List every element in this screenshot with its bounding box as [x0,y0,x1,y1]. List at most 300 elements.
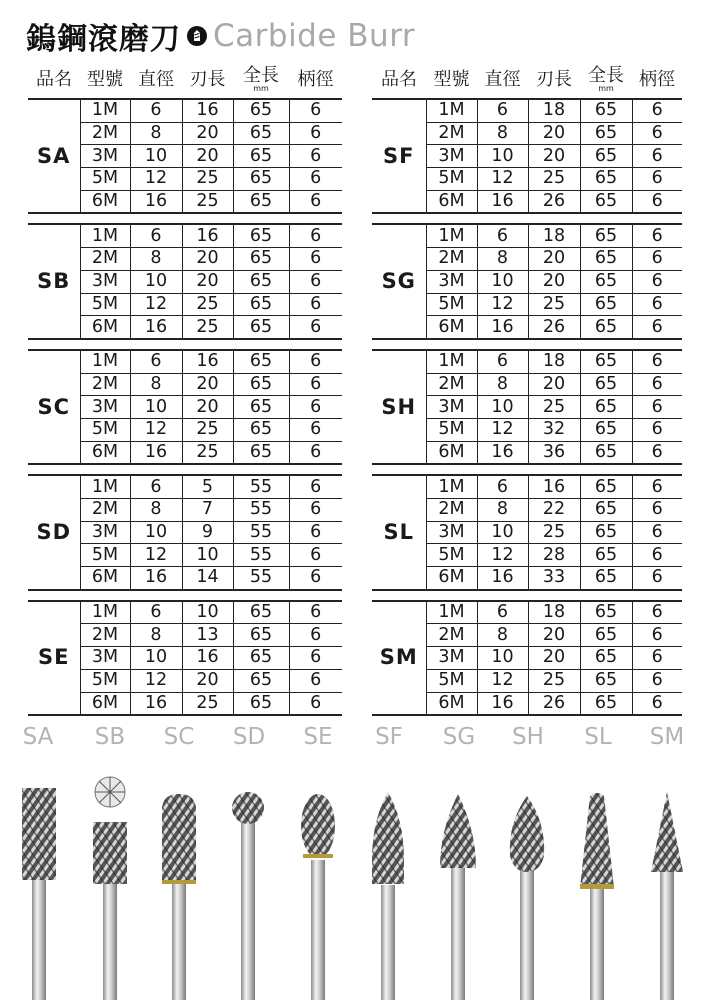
table-cell: 6 [632,168,682,191]
table-cell: 25 [182,190,233,213]
table-cell: 25 [182,168,233,191]
table-cell: 65 [233,248,289,271]
table-cell: 6 [477,224,528,247]
table-cell: 2M [426,624,477,647]
table-cell: 16 [182,99,233,122]
table-cell: 6 [289,647,342,670]
burr-sc-icon [162,794,196,1000]
table-cell: 65 [233,669,289,692]
group-separator [372,464,682,475]
table-cell: 16 [182,350,233,373]
table-cell: 25 [182,441,233,464]
table-cell: 65 [580,601,632,624]
table-cell: 65 [580,624,632,647]
table-cell: 25 [182,316,233,339]
table-cell: 6 [289,418,342,441]
table-cell: 1M [426,224,477,247]
table-cell: 1M [426,475,477,498]
burr-sd-icon [232,792,264,1000]
table-cell: 65 [580,396,632,419]
table-cell: 18 [528,224,580,247]
header-model: 型號 [80,62,130,99]
table-cell: 6 [289,373,342,396]
table-cell: 16 [477,692,528,715]
table-cell: 20 [528,270,580,293]
table-cell: 6 [130,350,182,373]
table-cell: 12 [130,293,182,316]
group-separator [372,590,682,601]
table-row [372,601,682,624]
table-cell: 9 [182,521,233,544]
table-cell: 3M [80,145,130,168]
table-cell: 10 [477,647,528,670]
table-cell: 2M [426,122,477,145]
table-cell: 6 [289,499,342,522]
table-cell: 65 [233,624,289,647]
burr-se-icon [301,794,335,1000]
table-cell: 65 [233,190,289,213]
burr-sl-icon [580,793,614,1000]
group-separator [372,339,682,350]
header-total-length-unit: mm [253,83,269,93]
table-cell: 6 [632,145,682,168]
burr-sh-icon [510,796,544,1000]
table-cell: 18 [528,350,580,373]
table-cell: 25 [528,293,580,316]
table-header-row [28,62,342,99]
header-diameter: 直徑 [130,62,182,99]
table-cell: 16 [130,190,182,213]
table-cell: 25 [528,396,580,419]
burr-sm-icon [651,792,683,1000]
table-cell: 65 [580,145,632,168]
burr-label: SC [163,724,195,750]
table-cell: 6 [632,270,682,293]
table-cell: 6 [477,350,528,373]
table-cell: 8 [477,499,528,522]
header-total-length-unit: mm [598,83,614,93]
table-cell: 65 [233,396,289,419]
table-cell: 65 [580,373,632,396]
table-cell: 6 [632,624,682,647]
group-separator [28,464,342,475]
table-cell: 13 [182,624,233,647]
table-cell: 5 [182,475,233,498]
table-cell: 2M [80,373,130,396]
header-total-length [580,62,632,99]
table-cell: 20 [182,270,233,293]
group-name-cell: SM [372,601,426,715]
table-cell: 6 [289,99,342,122]
table-cell: 5M [426,544,477,567]
table-cell: 1M [426,350,477,373]
table-cell: 6M [80,316,130,339]
table-cell: 65 [580,647,632,670]
table-row [28,224,342,247]
table-cell: 33 [528,567,580,590]
table-cell: 6M [80,441,130,464]
table-cell: 65 [233,293,289,316]
table-cell: 10 [182,601,233,624]
table-cell: 65 [233,418,289,441]
table-cell: 5M [426,168,477,191]
burr-label: SB [94,724,126,750]
table-cell: 6 [632,248,682,271]
table-cell: 6 [632,499,682,522]
table-cell: 10 [477,270,528,293]
table-cell: 6 [632,692,682,715]
table-cell: 55 [233,475,289,498]
table-cell: 12 [477,418,528,441]
table-cell: 16 [130,692,182,715]
table-cell: 6 [632,441,682,464]
table-cell: 65 [580,418,632,441]
table-cell: 6 [632,350,682,373]
burr-sf-icon [372,792,404,1000]
table-cell: 65 [580,544,632,567]
table-cell: 8 [477,624,528,647]
group-name-cell: SL [372,475,426,589]
table-cell: 65 [233,692,289,715]
table-cell: 6 [632,99,682,122]
table-cell: 6 [632,647,682,670]
burr-sa-icon [22,788,56,1000]
table-cell: 1M [426,601,477,624]
burr-label: SE [303,724,333,750]
table-row [372,350,682,373]
table-cell: 6 [130,224,182,247]
table-cell: 6 [289,692,342,715]
table-cell: 6 [632,521,682,544]
burr-labels [0,724,706,754]
table-cell: 1M [80,601,130,624]
table-cell: 6 [632,316,682,339]
table-cell: 3M [80,521,130,544]
table-cell: 2M [80,248,130,271]
burr-label: SF [375,724,403,750]
table-cell: 65 [233,601,289,624]
table-cell: 6 [632,396,682,419]
table-cell: 10 [130,145,182,168]
table-cell: 6 [289,190,342,213]
table-row [372,224,682,247]
table-cell: 65 [233,441,289,464]
table-cell: 16 [130,316,182,339]
table-cell: 65 [233,373,289,396]
table-cell: 6M [426,316,477,339]
table-cell: 8 [477,373,528,396]
separator-cell [28,213,342,224]
table-cell: 5M [80,418,130,441]
table-cell: 6 [289,316,342,339]
table-cell: 6 [477,601,528,624]
table-cell: 10 [477,521,528,544]
title-chinese: 鎢鋼滾磨刀 [26,22,181,57]
table-cell: 6 [632,418,682,441]
group-name-cell: SD [28,475,80,589]
table-cell: 22 [528,499,580,522]
table-cell: 18 [528,99,580,122]
header-total-length [233,62,289,99]
table-cell: 65 [580,692,632,715]
table-cell: 1M [80,350,130,373]
table-cell: 16 [130,441,182,464]
group-separator [28,339,342,350]
table-cell: 6 [632,293,682,316]
table-cell: 8 [477,122,528,145]
table-cell: 6 [632,373,682,396]
table-cell: 12 [477,669,528,692]
table-cell: 8 [130,624,182,647]
table-cell: 1M [80,224,130,247]
separator-cell [28,339,342,350]
table-cell: 6 [632,224,682,247]
table-cell: 65 [580,567,632,590]
table-cell: 6 [130,99,182,122]
table-cell: 6 [632,190,682,213]
table-cell: 20 [182,669,233,692]
table-cell: 16 [477,567,528,590]
burr-bullet-icon [187,26,207,46]
table-cell: 3M [426,396,477,419]
table-cell: 65 [233,647,289,670]
table-cell: 2M [426,373,477,396]
table-cell: 6 [289,145,342,168]
table-cell: 6M [80,567,130,590]
table-cell: 65 [580,441,632,464]
table-cell: 6 [289,601,342,624]
table-cell: 65 [233,350,289,373]
table-cell: 10 [477,145,528,168]
table-row [372,475,682,498]
table-cell: 6 [289,567,342,590]
table-cell: 10 [130,270,182,293]
table-cell: 26 [528,190,580,213]
page-title [26,14,415,58]
table-cell: 8 [130,499,182,522]
table-cell: 20 [528,248,580,271]
table-cell: 1M [80,99,130,122]
group-name-cell: SA [28,99,80,213]
burr-label: SD [232,724,266,750]
table-cell: 25 [528,521,580,544]
spec-table-right [372,62,682,716]
header-total-length-label: 全長 [588,64,624,86]
header-total-length-label: 全長 [243,64,279,86]
table-cell: 6 [289,350,342,373]
table-cell: 26 [528,692,580,715]
header-diameter: 直徑 [477,62,528,99]
table-cell: 55 [233,567,289,590]
table-cell: 5M [80,168,130,191]
table-cell: 65 [233,270,289,293]
table-cell: 65 [233,99,289,122]
table-cell: 55 [233,499,289,522]
burr-label: SL [584,724,612,750]
table-cell: 6 [289,122,342,145]
table-cell: 20 [528,145,580,168]
table-cell: 3M [80,647,130,670]
table-cell: 26 [528,316,580,339]
table-cell: 20 [182,396,233,419]
table-cell: 65 [233,316,289,339]
table-cell: 5M [426,418,477,441]
group-name-cell: SF [372,99,426,213]
table-cell: 16 [477,190,528,213]
table-cell: 20 [528,373,580,396]
table-cell: 20 [182,122,233,145]
table-cell: 6 [632,475,682,498]
table-cell: 20 [528,122,580,145]
table-cell: 65 [580,168,632,191]
table-cell: 6 [289,248,342,271]
table-cell: 20 [182,373,233,396]
title-english: Carbide Burr [213,18,416,54]
table-cell: 6 [289,624,342,647]
table-cell: 8 [130,122,182,145]
table-cell: 65 [580,669,632,692]
table-cell: 65 [233,168,289,191]
table-cell: 8 [130,248,182,271]
group-separator [28,590,342,601]
table-cell: 2M [80,624,130,647]
table-cell: 3M [80,396,130,419]
table-body-right [372,99,682,715]
burr-sb-icon [93,777,127,1000]
table-cell: 25 [528,669,580,692]
header-shank-diameter: 柄徑 [289,62,342,99]
separator-cell [372,464,682,475]
header-name: 品名 [28,62,80,99]
table-cell: 65 [580,499,632,522]
burr-label: SM [649,724,685,750]
table-cell: 16 [182,647,233,670]
table-cell: 32 [528,418,580,441]
spec-table-left [28,62,342,716]
table-cell: 16 [182,224,233,247]
table-cell: 12 [130,669,182,692]
table-body-left [28,99,342,715]
table-cell: 6 [130,601,182,624]
table-cell: 3M [80,270,130,293]
table-row [28,99,342,122]
table-cell: 20 [182,145,233,168]
table-cell: 12 [130,544,182,567]
table-cell: 6 [632,601,682,624]
table-cell: 3M [426,521,477,544]
header-blade-length: 刃長 [528,62,580,99]
table-cell: 10 [130,396,182,419]
table-cell: 12 [477,168,528,191]
table-cell: 7 [182,499,233,522]
header-name: 品名 [372,62,426,99]
table-cell: 6 [289,669,342,692]
table-cell: 6 [289,224,342,247]
table-row [28,475,342,498]
table-cell: 5M [80,293,130,316]
table-cell: 8 [477,248,528,271]
table-cell: 6 [632,544,682,567]
table-header-row [372,62,682,99]
table-cell: 65 [233,145,289,168]
table-cell: 6M [426,190,477,213]
table-cell: 10 [477,396,528,419]
table-cell: 6M [426,567,477,590]
table-cell: 65 [580,350,632,373]
table-cell: 16 [528,475,580,498]
table-cell: 6 [632,669,682,692]
header-shank-diameter: 柄徑 [632,62,682,99]
table-cell: 3M [426,270,477,293]
table-cell: 1M [426,99,477,122]
group-name-cell: SH [372,350,426,464]
table-cell: 6M [426,441,477,464]
table-row [28,350,342,373]
burr-label: SH [512,724,544,750]
table-cell: 6 [289,396,342,419]
table-row [372,99,682,122]
table-cell: 25 [182,418,233,441]
table-cell: 55 [233,521,289,544]
burr-photos [0,760,706,1000]
table-cell: 5M [426,293,477,316]
table-cell: 6 [477,99,528,122]
table-cell: 3M [426,647,477,670]
table-cell: 65 [233,224,289,247]
separator-cell [28,590,342,601]
table-cell: 10 [182,544,233,567]
table-cell: 65 [580,224,632,247]
group-name-cell: SC [28,350,80,464]
table-cell: 10 [130,647,182,670]
table-cell: 6M [80,692,130,715]
group-name-cell: SB [28,224,80,338]
table-cell: 25 [182,293,233,316]
table-cell: 25 [182,692,233,715]
table-cell: 5M [80,544,130,567]
table-cell: 6 [289,168,342,191]
table-cell: 2M [426,499,477,522]
header-model: 型號 [426,62,477,99]
table-cell: 10 [130,521,182,544]
burr-label: SA [22,724,54,750]
header-blade-length: 刃長 [182,62,233,99]
burr-label: SG [442,724,476,750]
table-cell: 6 [289,521,342,544]
table-cell: 20 [528,624,580,647]
table-cell: 6M [80,190,130,213]
table-cell: 6 [632,567,682,590]
group-name-cell: SE [28,601,80,715]
table-cell: 2M [80,122,130,145]
table-cell: 6 [289,441,342,464]
group-name-cell: SG [372,224,426,338]
separator-cell [372,213,682,224]
table-cell: 65 [580,190,632,213]
table-cell: 6M [426,692,477,715]
table-cell: 65 [580,248,632,271]
table-cell: 6 [289,475,342,498]
table-cell: 1M [80,475,130,498]
table-cell: 65 [580,521,632,544]
table-cell: 14 [182,567,233,590]
table-cell: 20 [182,248,233,271]
table-cell: 65 [580,293,632,316]
group-separator [28,213,342,224]
group-separator [372,213,682,224]
table-cell: 28 [528,544,580,567]
table-cell: 25 [528,168,580,191]
